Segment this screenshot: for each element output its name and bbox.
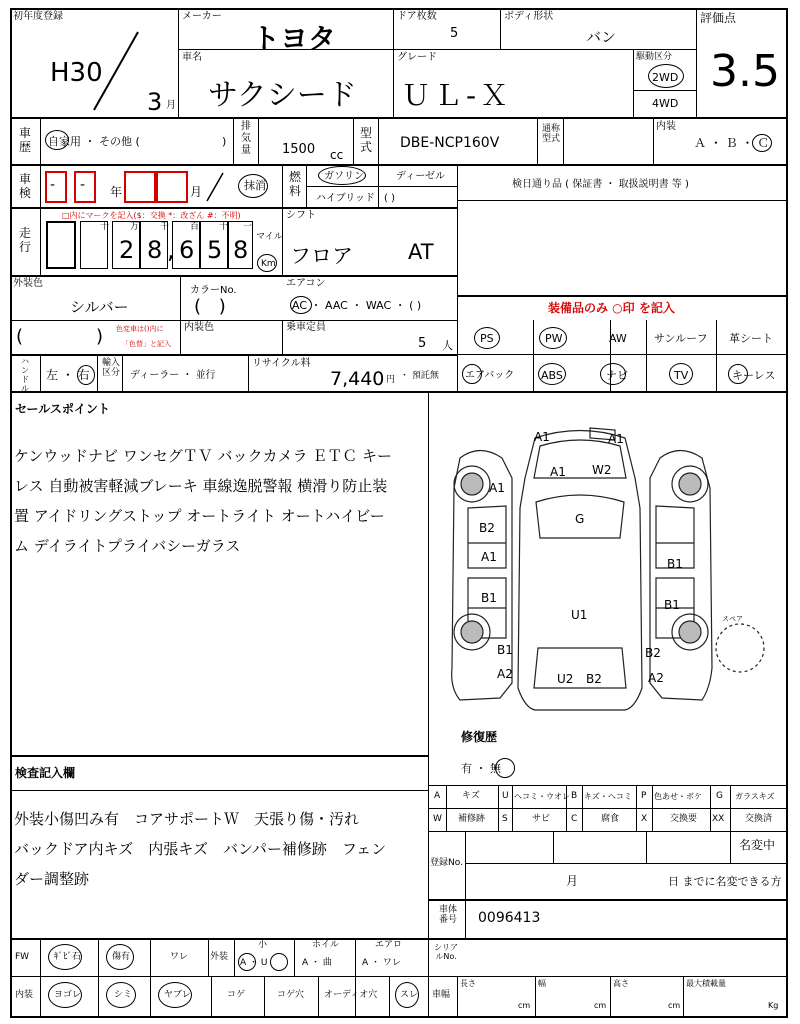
legend-code: P bbox=[641, 791, 647, 801]
odo-sep: , bbox=[167, 236, 175, 264]
body-label: ボディ形状 bbox=[504, 11, 554, 22]
recycle-unit: 円 bbox=[386, 375, 396, 385]
repair-circle bbox=[495, 758, 515, 778]
sales-line: ケンウッドナビ ワンセグＴＶ バックカメラ ＥＴＣ キー bbox=[14, 447, 393, 465]
model-label: 車名 bbox=[182, 52, 202, 63]
model-value: サクシード bbox=[208, 78, 357, 113]
damage-mark: A1 bbox=[608, 432, 624, 446]
fw-scratch-circle bbox=[106, 944, 134, 970]
damage-mark: A1 bbox=[534, 430, 550, 444]
damage-mark: B1 bbox=[497, 643, 513, 657]
damage-mark: B2 bbox=[586, 672, 602, 686]
sales-line: 置 アイドリングストップ オートライト オートハイビー bbox=[14, 507, 385, 525]
insp-box-3 bbox=[124, 171, 156, 203]
legend-desc: キズ・ヘコミ bbox=[584, 792, 632, 801]
fuel-hybrid: ハイブリッド bbox=[316, 193, 375, 204]
trans-value: AT bbox=[408, 240, 434, 264]
change-note1: 色変車は()内に bbox=[116, 325, 164, 333]
interior-grades: Ａ ・ Ｂ ・ Ｃ bbox=[694, 136, 770, 150]
equip-tv-circle bbox=[669, 363, 693, 385]
odo-unit: 百 bbox=[190, 222, 200, 232]
legend-desc: 交換要 bbox=[670, 814, 698, 824]
capacity-value: 5 bbox=[418, 336, 427, 351]
equip-ps-circle bbox=[474, 327, 500, 349]
notes-title: 検査記入欄 bbox=[15, 766, 76, 780]
repair-value: 有 ・ 無 bbox=[461, 762, 501, 775]
weight-label: 最大積載量 bbox=[686, 979, 726, 988]
doors-value: 5 bbox=[450, 26, 459, 41]
fw-chip-circle bbox=[48, 944, 82, 970]
equip-pw-circle bbox=[539, 327, 567, 349]
small-items: A ・ U bbox=[240, 958, 268, 968]
damage-mark: A2 bbox=[497, 667, 513, 681]
legend-desc: キズ bbox=[462, 791, 480, 801]
equip-sunroof: サンルーフ bbox=[654, 332, 708, 345]
history-value: 自家用 ・ その他 ( bbox=[48, 135, 140, 148]
equip-airbag: エアバック bbox=[465, 370, 515, 381]
odo-digit-box bbox=[46, 221, 76, 269]
equip-navi-circle bbox=[600, 363, 626, 385]
odo-digit: 8 bbox=[233, 236, 249, 264]
int-item: コゲ bbox=[227, 990, 246, 1000]
drive-2wd: 2WD bbox=[652, 71, 679, 84]
doors-label: ドア枚数 bbox=[397, 11, 437, 22]
grade-value: ＵＬ-Ｘ bbox=[402, 79, 513, 112]
equip-leather: 革シート bbox=[729, 332, 773, 345]
import-value: ディーラー ・ 並行 bbox=[130, 370, 216, 381]
odo-digit: 5 bbox=[207, 236, 223, 264]
equip-navi: ナビ bbox=[606, 369, 628, 382]
equip-abs-circle bbox=[538, 363, 566, 385]
odo-digit: 8 bbox=[147, 236, 163, 264]
legend-code: C bbox=[571, 814, 578, 824]
damage-mark: A1 bbox=[481, 550, 497, 564]
history-label: 車歴 bbox=[18, 126, 31, 154]
dims-label: 車幅 bbox=[432, 990, 451, 1000]
fuel-label: 燃料 bbox=[288, 170, 301, 198]
color-paren-right: ) bbox=[96, 326, 104, 347]
insp-year-unit: 年 bbox=[110, 185, 123, 199]
legend-code: G bbox=[716, 791, 723, 801]
damage-mark: A1 bbox=[550, 465, 566, 479]
legend-desc: ガラスキズ bbox=[735, 792, 775, 801]
legend-desc: 補修跡 bbox=[458, 814, 486, 824]
fw-label: FW bbox=[15, 952, 30, 962]
legend-desc: 色あせ・ボケ bbox=[654, 792, 702, 801]
odo-unit: 十 bbox=[100, 222, 110, 232]
first-reg-label: 初年度登録 bbox=[13, 11, 63, 22]
score-value: 3.5 bbox=[710, 46, 780, 97]
fw-item: ｷﾞﾋﾞ石 bbox=[54, 952, 82, 962]
int-item: シミ bbox=[114, 990, 133, 1000]
insp-month-unit: 月 bbox=[190, 185, 203, 199]
insp-box-1 bbox=[45, 171, 67, 203]
fuel-gas-circle bbox=[318, 166, 366, 185]
int-item: コゲ穴 bbox=[277, 990, 305, 1000]
int-dirt-circle bbox=[48, 982, 82, 1008]
disp-unit: cc bbox=[330, 148, 344, 162]
length-unit: cm bbox=[518, 1001, 531, 1010]
odo-digit: 2 bbox=[119, 236, 135, 264]
damage-mark: U2 bbox=[557, 672, 574, 686]
int-item: スレ bbox=[400, 990, 419, 1000]
sales-line: ム デイライトプライバシーガラス bbox=[14, 537, 241, 555]
drive-label: 駆動区分 bbox=[636, 52, 673, 62]
ac-options: AC ・ AAC ・ WAC ・ ( ) bbox=[292, 299, 422, 312]
reg-day-text: 日 までに名変できる方 bbox=[668, 875, 782, 888]
type-label: 型式 bbox=[359, 126, 372, 154]
equip-aw: AW bbox=[609, 332, 627, 345]
legend-code: A bbox=[434, 791, 441, 801]
fuel-diesel: ディーゼル bbox=[396, 171, 445, 182]
damage-mark: B1 bbox=[664, 598, 680, 612]
spare-label: スペア bbox=[722, 615, 743, 623]
int-tear-circle bbox=[158, 982, 192, 1008]
aero-label: エアロ bbox=[375, 940, 403, 950]
fuel-gas: ガソリン bbox=[324, 171, 364, 182]
reg-no-label: 登録No. bbox=[430, 858, 463, 868]
sales-points-title: セールスポイント bbox=[15, 402, 110, 416]
small-a-circle bbox=[238, 953, 256, 971]
odo-digit: 6 bbox=[179, 236, 195, 264]
repair-label: 修復歴 bbox=[461, 730, 498, 744]
legend-code: S bbox=[502, 814, 508, 824]
equip-title: 装備品のみ ○印 を記入 bbox=[548, 301, 675, 315]
odo-km: Km bbox=[261, 259, 276, 269]
int-color-label: 内装色 bbox=[184, 322, 214, 333]
history-circle bbox=[45, 130, 69, 150]
name-change: 名変中 bbox=[739, 838, 776, 852]
grade-label: グレード bbox=[397, 52, 437, 63]
sales-line: レス 自動被害軽減ブレーキ 車線逸脱警報 横滑り防止装 bbox=[14, 477, 388, 495]
damage-mark: W2 bbox=[592, 463, 612, 477]
disp-label: 排気量 bbox=[241, 121, 251, 156]
damage-mark: B2 bbox=[479, 521, 495, 535]
legend-desc: サビ bbox=[532, 814, 551, 824]
handle-value: 左 ・ 右 bbox=[46, 368, 90, 382]
int-stain-circle bbox=[106, 982, 136, 1008]
recycle-deposit: ・ 預託無 bbox=[400, 371, 439, 381]
first-reg-month: 3 bbox=[147, 88, 163, 116]
odo-unit: 十 bbox=[219, 222, 229, 232]
inspection-label: 車検 bbox=[18, 172, 31, 200]
shift-label: シフト bbox=[286, 210, 316, 221]
damage-mark: B1 bbox=[481, 591, 497, 605]
score-label: 評価点 bbox=[700, 11, 737, 25]
ac-circle bbox=[290, 296, 312, 314]
equip-keyless-circle bbox=[728, 364, 748, 384]
weight-unit: Kg bbox=[768, 1001, 779, 1010]
fw-item: ワレ bbox=[170, 952, 189, 962]
docs: 検日通り品 ( 保証書 ・ 取扱説明書 等 ) bbox=[512, 179, 689, 190]
int-label: 内装 bbox=[15, 990, 34, 1000]
legend-desc: ヘコミ・ウオレ bbox=[514, 792, 570, 801]
int-item: オーディオ穴 bbox=[324, 990, 378, 1000]
recycle-label: リサイクル料 bbox=[252, 358, 311, 369]
chassis-label: 車体番号 bbox=[438, 905, 457, 925]
drive-4wd: 4WD bbox=[652, 97, 679, 110]
maker-label: メーカー bbox=[182, 11, 222, 22]
fuel-other: ( ) bbox=[384, 193, 395, 204]
interior-label: 内装 bbox=[656, 121, 676, 132]
legend-code: XX bbox=[712, 814, 725, 824]
odo-km-circle bbox=[257, 254, 277, 272]
capacity-label: 乗車定員 bbox=[286, 322, 326, 333]
handle-label: ハンドル bbox=[21, 357, 29, 393]
color-value: シルバー bbox=[70, 298, 129, 316]
damage-mark: U1 bbox=[571, 608, 588, 622]
legend-desc: 腐食 bbox=[601, 814, 620, 824]
capacity-unit: 人 bbox=[442, 339, 453, 352]
small-u-circle bbox=[270, 953, 288, 971]
odo-unit: 万 bbox=[130, 222, 140, 232]
history-close: ) bbox=[222, 135, 227, 148]
damage-mark: B2 bbox=[645, 646, 661, 660]
insp-slash bbox=[203, 171, 225, 203]
fw-item: 傷有 bbox=[112, 952, 131, 962]
equip-airbag-circle bbox=[462, 364, 482, 384]
notes-line: 外装小傷凹み有 コアサポートＷ 天張り傷・汚れ bbox=[14, 810, 360, 828]
unregistered: 抹消 bbox=[244, 179, 266, 192]
common-type-label: 通称型式 bbox=[541, 124, 560, 144]
handle-circle bbox=[77, 365, 95, 385]
int-item: ヤブレ bbox=[164, 990, 191, 1000]
odo-unit: 一 bbox=[243, 222, 253, 232]
wheel-label: ホイル bbox=[312, 940, 340, 950]
disp-value: 1500 bbox=[282, 142, 316, 157]
int-item: ヨゴレ bbox=[54, 990, 82, 1000]
legend-code: X bbox=[641, 814, 648, 824]
maker-value: トヨタ bbox=[252, 22, 337, 55]
equip-tv: TV bbox=[674, 369, 689, 382]
shift-value: フロア bbox=[290, 244, 353, 268]
type-value: DBE-NCP160V bbox=[400, 135, 500, 151]
height-label: 高さ bbox=[613, 979, 629, 988]
chassis-value: 0096413 bbox=[478, 910, 541, 926]
notes-line: バックドア内キズ 内張キズ バンパー補修跡 フェン bbox=[14, 840, 387, 858]
damage-mark: B1 bbox=[667, 557, 683, 571]
int-rub-circle bbox=[395, 982, 419, 1008]
aero-items: A ・ ワレ bbox=[362, 958, 401, 968]
damage-mark: A1 bbox=[489, 481, 505, 495]
legend-code: U bbox=[502, 791, 509, 801]
mileage-note: □内にマークを記入($：交換 *：改ざん #：不明) bbox=[62, 211, 241, 220]
notes-line: ダー調整跡 bbox=[14, 870, 90, 888]
drive-2wd-circle bbox=[648, 64, 684, 88]
wheel-items: A ・ 曲 bbox=[302, 958, 332, 968]
small-label: 小 bbox=[258, 940, 268, 950]
recycle-value: 7,440 bbox=[330, 368, 385, 390]
insp-box-4 bbox=[156, 171, 188, 203]
legend-code: B bbox=[571, 791, 578, 801]
serial-label: シリアルNo. bbox=[434, 943, 458, 961]
damage-mark: A2 bbox=[648, 671, 664, 685]
legend-code: W bbox=[433, 814, 442, 824]
month-unit: 月 bbox=[166, 100, 176, 111]
height-unit: cm bbox=[668, 1001, 681, 1010]
odo-mile: マイル bbox=[256, 232, 283, 242]
color-paren-left: ( bbox=[16, 326, 24, 347]
length-label: 長さ bbox=[460, 979, 476, 988]
legend-desc: 交換済 bbox=[745, 814, 773, 824]
change-note2: 「色替」と記入 bbox=[122, 340, 171, 348]
odo-unit: 千 bbox=[160, 222, 170, 232]
ext-label: 外装 bbox=[210, 952, 229, 962]
unregistered-circle bbox=[238, 174, 268, 198]
color-label: 外装色 bbox=[13, 278, 43, 289]
width-unit: cm bbox=[594, 1001, 607, 1010]
damage-mark: G bbox=[575, 512, 585, 526]
slash-divider bbox=[90, 30, 140, 112]
equip-pw: PW bbox=[545, 332, 563, 345]
ac-label: エアコン bbox=[286, 278, 326, 289]
color-no-paren: ( ) bbox=[194, 296, 232, 317]
equip-keyless: キーレス bbox=[732, 369, 776, 382]
equip-abs: ABS bbox=[541, 369, 563, 382]
interior-circle bbox=[752, 134, 772, 152]
reg-month-unit: 月 bbox=[566, 874, 579, 888]
body-value: バン bbox=[586, 28, 617, 46]
color-no-label: カラーNo. bbox=[190, 285, 237, 296]
width-label: 幅 bbox=[538, 979, 546, 988]
mileage-label: 走行 bbox=[18, 226, 31, 254]
equip-ps: PS bbox=[480, 332, 494, 345]
import-label: 輸入区分 bbox=[101, 358, 120, 378]
first-reg-year: H30 bbox=[50, 58, 103, 88]
